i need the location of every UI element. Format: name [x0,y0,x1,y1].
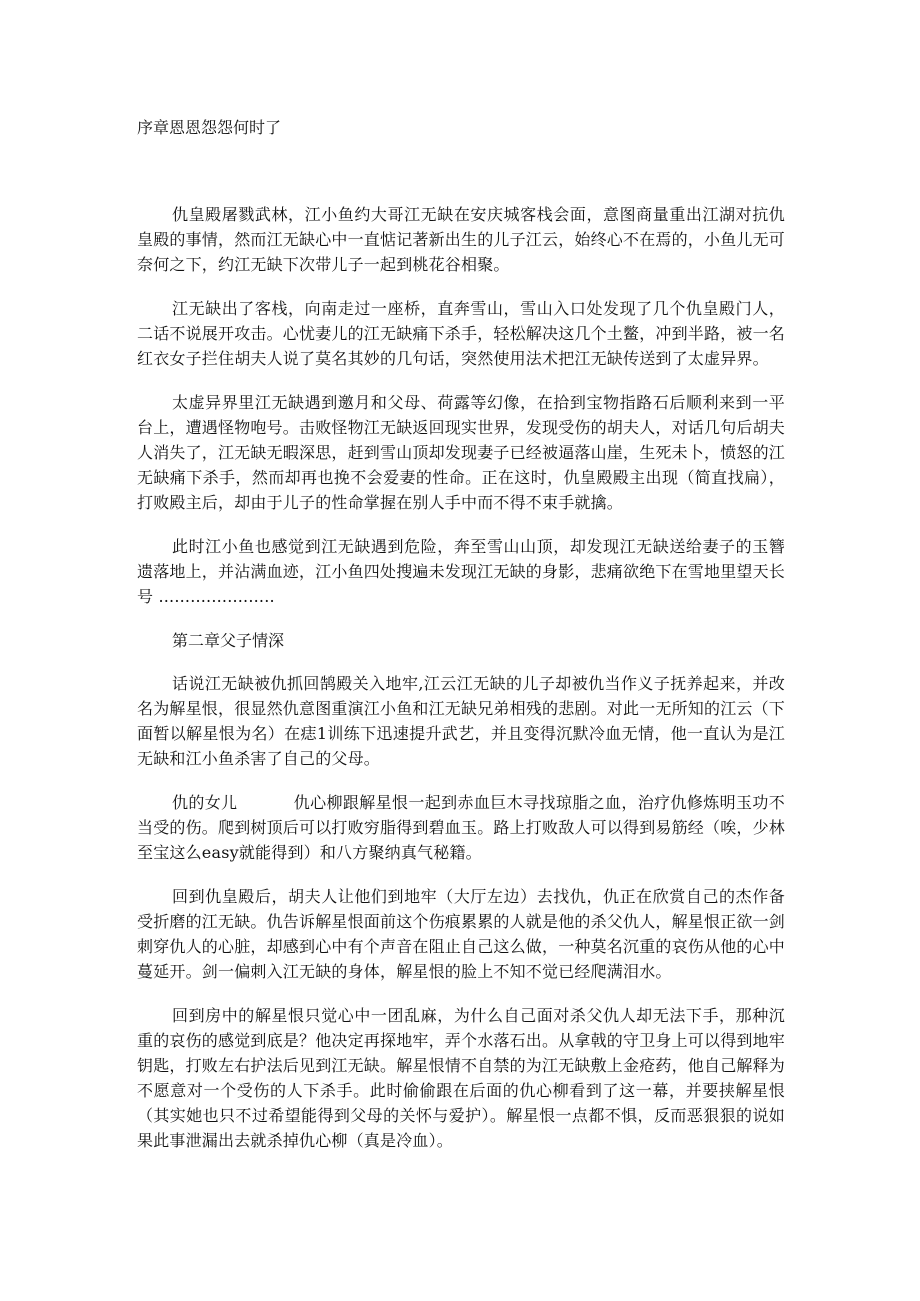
chapter-2-paragraph-4: 回到房中的解星恨只觉心中一团乱麻，为什么自己面对杀父仇人却无法下手，那种沉重的哀伤的感觉到底是？他决定再探地牢，弄个水落石出。从拿戟的守卫身上可以得到地牢钥匙，打败左右护法后见到江无缺。解星恨情不自禁的为江无缺敷上金疮药，他自己解释为不愿意对一个受伤的人下杀手。此时偷偷跟在后面的仇心柳看到了这一幕，并要挟解星恨（其实她也只不过希望能得到父母的关怀与爱护）。解星恨一点都不惧，反而恶狠狠的说如果此事泄漏出去就杀掉仇心柳（真是冷血）。 [137,1006,786,1150]
document-body [137,202,785,1172]
paragraph-2: 江无缺出了客栈，向南走过一座桥，直奔雪山，雪山入口处发现了几个仇皇殿门人，二话不说展开攻击。心忧妻儿的江无缺痛下杀手，轻松解决这几个土鳖，冲到半路，被一名红衣女子拦住胡夫人说了莫名其妙的几句话，突然使用法术把江无缺传送到了太虚异界。 [137,299,786,368]
chapter-2-paragraph-2-lead: 仇的女儿 [172,793,238,812]
paragraph-1: 仇皇殿屠戮武林，江小鱼约大哥江无缺在安庆城客栈会面，意图商量重出江湖对抗仇皇殿的事情，然而江无缺心中一直惦记著新出生的儿子江云，始终心不在焉的，小鱼儿无可奈何之下，约江无缺下次带儿子一起到桃花谷相聚。 [137,205,786,274]
chapter-2-paragraph-3: 回到仇皇殿后，胡夫人让他们到地牢（大厅左边）去找仇，仇正在欣赏自己的杰作备受折磨的江无缺。仇告诉解星恨面前这个伤痕累累的人就是他的杀父仇人，解星恨正欲一剑刺穿仇人的心脏，却感到心中有个声音在阻止自己这么做，一种莫名沉重的哀伤从他的心中蔓延开。剑一偏刺入江无缺的身体，解星恨的脸上不知不觉已经爬满泪水。 [137,887,786,981]
paragraph-4: 此时江小鱼也感觉到江无缺遇到危险，奔至雪山山顶，却发现江无缺送给妻子的玉簪遗落地上，并沾满血迹，江小鱼四处搜遍未发现江无缺的身影，悲痛欲绝下在雪地里望天长号 ...................... [137,537,786,606]
chapter-2-paragraph-2 [137,790,785,865]
chapter-2-paragraph-2-rest: 仇心柳跟解星恨一起到赤血巨木寻找琼脂之血，治疗仇修炼明玉功不当受的伤。爬到树顶后可以打败穷脂得到碧血玉。路上打败敌人可以得到易筋经（唉，少林至宝这么easy就能得到）和八方聚纳真气秘籍。 [137,793,786,862]
paragraph-3: 太虚异界里江无缺遇到邀月和父母、荷露等幻像，在拾到宝物指路石后顺利来到一平台上，遭遇怪物咆号。击败怪物江无缺返回现实世界，发现受伤的胡夫人，对话几句后胡夫人消失了，江无缺无暇深思，赶到雪山顶却发现妻子已经被逼落山崖，生死未卜，愤怒的江无缺痛下杀手，然而却再也挽不会爱妻的性命。正在这时，仇皇殿殿主出现（简直找扁），打败殿主后，却由于儿子的性命掌握在别人手中而不得不束手就擒。 [137,393,786,512]
chapter-2-paragraph-1: 话说江无缺被仇抓回鹄殿关入地牢,江云江无缺的儿子却被仇当作义子抚养起来，并改名为解星恨，很显然仇意图重演江小鱼和江无缺兄弟相残的悲剧。对此一无所知的江云（下面暂以解星恨为名）在痣1训练下迅速提升武艺，并且变得沉默冷血无情，他一直认为是江无缺和江小鱼杀害了自己的父母。 [137,674,786,768]
document-title: 序章恩恩怨怨何时了 [137,118,282,137]
chapter-2-heading: 第二章父子情深 [172,631,285,650]
